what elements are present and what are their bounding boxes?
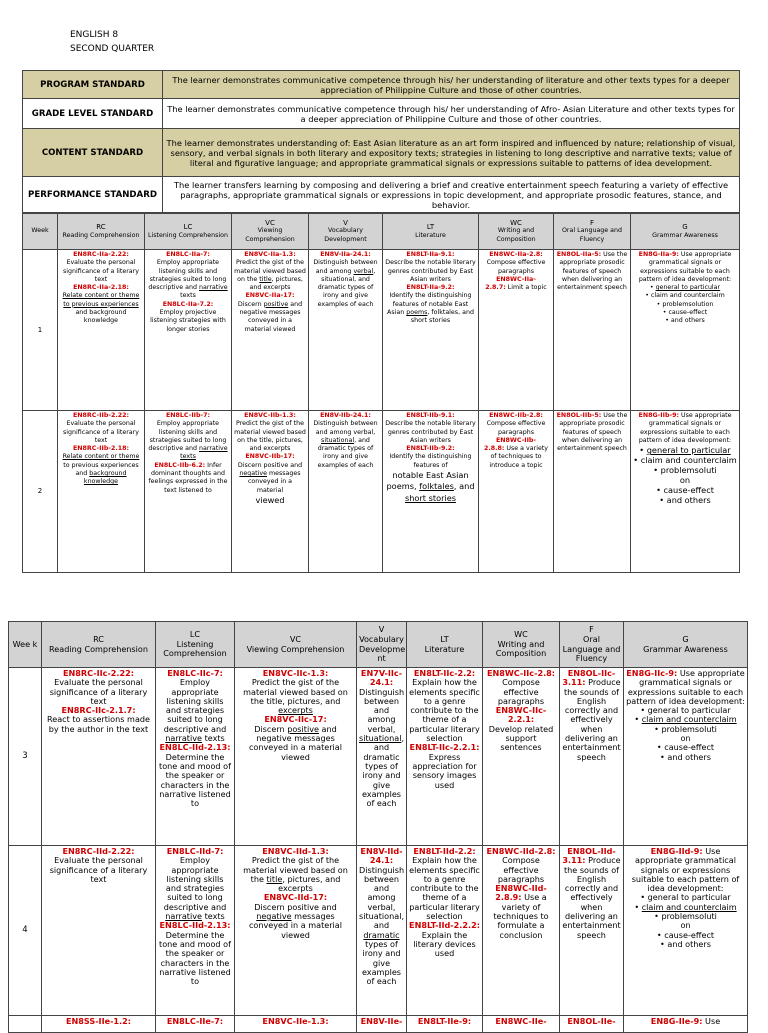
f-cell: EN8OL-IIe-	[560, 1016, 624, 1033]
week-row-3	[9, 668, 748, 846]
v-cell: EN8V-IIe-	[357, 1016, 407, 1033]
standard-label: CONTENT STANDARD	[23, 129, 163, 177]
standard-text: The learner demonstrates communicative competence through his/ her understanding of Afro- Asian Literature and other texts types for a deeper appreciation of Philippine Culture and those of other countries.	[163, 99, 740, 129]
col-header-g: G Grammar Awareness	[631, 214, 740, 250]
col-header-g: G Grammar Awareness	[624, 622, 748, 668]
vc-cell: EN8VC-IIe-1.3:	[235, 1016, 357, 1033]
week-number: 1	[23, 250, 58, 411]
v-cell: EN7V-IIc-24.1: Distinguish between and among verbal, situational, and dramatic types of irony and give examples of each	[357, 668, 407, 846]
col-header-v: V Vocabulary Developme nt	[357, 622, 407, 668]
f-cell: EN8OL-IIa-5: Use the appropriate prosodic features of speech when delivering an entertainment speech	[554, 250, 631, 411]
vc-cell: EN8VC-IIa-1.3: Predict the gist of the material viewed based on the title, pictures, and excerpts EN8VC-IIa-17: Discern positive and negative messages conveyed in a material viewed	[232, 250, 309, 411]
week-header: Wee k	[9, 622, 42, 668]
wc-cell: EN8WC-IId-2.8: Compose effective paragraphs EN8WC-IId-2.8.9: Use a variety of techniques to formulate a conclusion	[483, 846, 560, 1016]
document-header	[70, 28, 154, 56]
rc-cell: EN8RC-IIc-2.22: Evaluate the personal significance of a literary text EN8RC-IIc-2.1.7: React to assertions made by the author in the text	[42, 668, 156, 846]
lt-cell: EN8LT-IIc-2.2: Explain how the elements specific to a genre contribute to the theme of a particular literary selection EN8LT-IIc-2.2.1: Express appreciation for sensory images used	[407, 668, 483, 846]
lc-cell: EN8LC-IIa-7: Employ appropriate listening skills and strategies suited to long descriptive and narrative texts EN8LC-IIa-7.2: Employ projective listening strategies with longer stories	[145, 250, 232, 411]
col-header-vc: VC Viewing Comprehension	[235, 622, 357, 668]
week-number: 3	[9, 668, 42, 846]
lc-cell: EN8LC-IIc-7: Employ appropriate listening skills and strategies suited to long descriptive and narrative texts EN8LC-IId-2.13: Determine the tone and mood of the speaker or characters in the narrative listened to	[156, 668, 235, 846]
col-header-wc: WC Writing and Composition	[483, 622, 560, 668]
program-standard-row	[23, 71, 740, 99]
wc-cell: EN8WC-IIe-	[483, 1016, 560, 1033]
lt-cell: EN8LT-IId-2.2: Explain how the elements specific to a genre contribute to the theme of a particular literary selection EN8LT-IId-2.2.2: Explain the literary devices used	[407, 846, 483, 1016]
col-header-v: V Vocabulary Development	[309, 214, 383, 250]
lc-cell: EN8LC-IId-7: Employ appropriate listening skills and strategies suited to long descriptive and narrative texts EN8LC-IId-2.13: Determine the tone and mood of the speaker or characters in the narrative listened to	[156, 846, 235, 1016]
header-row	[23, 214, 740, 250]
col-header-vc: VC Viewing Comprehension	[232, 214, 309, 250]
f-cell: EN8OL-IIb-5: Use the appropriate prosodic features of speech when delivering an entertainment speech	[554, 411, 631, 573]
vc-cell: EN8VC-IIc-1.3: Predict the gist of the material viewed based on the title, pictures, and excerpts EN8VC-IIc-17: Discern positive and negative messages conveyed in a material viewed	[235, 668, 357, 846]
grade-level-standard-row	[23, 99, 740, 129]
v-cell: EN8V-IId-24.1: Distinguish between and among verbal, situational, and dramatic types of irony and give examples of each	[357, 846, 407, 1016]
performance-standard-row	[23, 177, 740, 213]
standard-label: GRADE LEVEL STANDARD	[23, 99, 163, 129]
g-cell: EN8G-IIb-9: Use appropriate grammatical signals or expressions suitable to each pattern of idea development: • general to particular • claim and counterclaim • problemsoluti on • cause-effect • and others	[631, 411, 740, 573]
col-header-wc: WC Writing and Composition	[479, 214, 554, 250]
standard-label: PERFORMANCE STANDARD	[23, 177, 163, 213]
subject-title: ENGLISH 8	[70, 30, 119, 40]
lt-cell: EN8LT-IIa-9.1: Describe the notable literary genres contributed by East Asian writers EN8LT-IIa-9.2: Identify the distinguishing features of notable East Asian poems, folktales, and short stories	[383, 250, 479, 411]
week-row-2	[23, 411, 740, 573]
header-row	[9, 622, 748, 668]
wc-cell: EN8WC-IIb-2.8: Compose effective paragraphs EN8WC-IIb- 2.8.8: Use a variety of techniques to introduce a topic	[479, 411, 554, 573]
g-cell: EN8G-IId-9: Use appropriate grammatical signals or expressions suitable to each pattern of idea development: • general to particular • claim and counterclaim • problemsoluti on • cause-effect • and others	[624, 846, 748, 1016]
vc-cell: EN8VC-IIb-1.3: Predict the gist of the material viewed based on the title, pictures, and excerpts EN8VC-IIb-17: Discern positive and negative messages conveyed in a material viewed	[232, 411, 309, 573]
standard-text: The learner demonstrates communicative competence through his/ her understanding of literature and other texts types for a deeper appreciation of Philippine Culture and those of other countries.	[163, 71, 740, 99]
weeks-1-2-table	[22, 213, 740, 573]
week-row-5-partial	[9, 1016, 748, 1033]
week-row-4	[9, 846, 748, 1016]
content-standard-row	[23, 129, 740, 177]
lc-cell: EN8LC-IIe-7:	[156, 1016, 235, 1033]
standard-label: PROGRAM STANDARD	[23, 71, 163, 99]
col-header-f: F Oral Language and Fluency	[554, 214, 631, 250]
g-cell: EN8G-IIa-9: Use appropriate grammatical signals or expressions suitable to each pattern of idea development: • general to particular • claim and counterclaim • problemsolution • cause-effect • and others	[631, 250, 740, 411]
standards-table	[22, 70, 740, 213]
rc-cell: EN8RC-IIb-2.22: Evaluate the personal significance of a literary text EN8RC-IIb-2.18: Relate content or theme to previous experiences and background knowledge	[58, 411, 145, 573]
quarter-title: SECOND QUARTER	[70, 44, 155, 54]
wc-cell: EN8WC-IIc-2.8: Compose effective paragraphs EN8WC-IIc-2.2.1: Develop related support sentences	[483, 668, 560, 846]
g-cell: EN8G-IIe-9: Use	[624, 1016, 748, 1033]
rc-cell: EN8SS-IIe-1.2:	[42, 1016, 156, 1033]
lc-cell: EN8LC-IIb-7: Employ appropriate listening skills and strategies suited to long descriptive and narrative texts EN8LC-IIb-6.2: Infer dominant thoughts and feelings expressed in the text listened to	[145, 411, 232, 573]
col-header-lt: LT Literature	[407, 622, 483, 668]
col-header-rc: RC Reading Comprehension	[42, 622, 156, 668]
rc-cell: EN8RC-IId-2.22: Evaluate the personal significance of a literary text	[42, 846, 156, 1016]
standard-text: The learner transfers learning by composing and delivering a brief and creative entertainment speech featuring a variety of effective paragraphs, appropriate grammatical signals or expressions in topic development, and appropriate prosodic features, stance, and behavior.	[163, 177, 740, 213]
weeks-3-5-table	[8, 621, 748, 1033]
week-number: 4	[9, 846, 42, 1016]
col-header-f: F Oral Language and Fluency	[560, 622, 624, 668]
lt-cell: EN8LT-IIe-9:	[407, 1016, 483, 1033]
week-row-1	[23, 250, 740, 411]
week-number	[9, 1016, 42, 1033]
lt-cell: EN8LT-IIb-9.1: Describe the notable literary genres contributed by East Asian writers EN8LT-IIb-9.2: Identify the distinguishing features of notable East Asian poems, folktales, and short stories	[383, 411, 479, 573]
v-cell: EN8V-IIb-24.1: Distinguish between and among verbal, situational, and dramatic types of irony and give examples of each	[309, 411, 383, 573]
col-header-lt: LT Literature	[383, 214, 479, 250]
f-cell: EN8OL-IIc-3.11: Produce the sounds of English correctly and effectively when delivering an entertainment speech	[560, 668, 624, 846]
standard-text: The learner demonstrates understanding of: East Asian literature as an art form inspired and influenced by nature; relationship of visual, sensory, and verbal signals in both literary and expository texts; strategies in listening to long descriptive and narrative texts; value of literal and figurative language; and appropriate grammatical signals or expressions suitable to patterns of idea development.	[163, 129, 740, 177]
f-cell: EN8OL-IId-3.11: Produce the sounds of English correctly and effectively when delivering an entertainment speech	[560, 846, 624, 1016]
rc-cell: EN8RC-IIa-2.22: Evaluate the personal significance of a literary text EN8RC-IIa-2.18: Relate content or theme to previous experiences and background knowledge	[58, 250, 145, 411]
col-header-lc: LC Listening Comprehension	[145, 214, 232, 250]
col-header-lc: LC Listening Comprehension	[156, 622, 235, 668]
wc-cell: EN8WC-IIa-2.8: Compose effective paragraphs EN8WC-IIa- 2.8.7: Limit a topic	[479, 250, 554, 411]
col-header-rc: RC Reading Comprehension	[58, 214, 145, 250]
week-header: Week	[23, 214, 58, 250]
v-cell: EN8V-IIa-24.1: Distinguish between and among verbal, situational, and dramatic types of irony and give examples of each	[309, 250, 383, 411]
vc-cell: EN8VC-IId-1.3: Predict the gist of the material viewed based on the title, pictures, and excerpts EN8VC-IId-17: Discern positive and negative messages conveyed in a material viewed	[235, 846, 357, 1016]
week-number: 2	[23, 411, 58, 573]
g-cell: EN8G-IIc-9: Use appropriate grammatical signals or expressions suitable to each pattern of idea development: • general to particular • claim and counterclaim • problemsoluti on • cause-effect • and others	[624, 668, 748, 846]
